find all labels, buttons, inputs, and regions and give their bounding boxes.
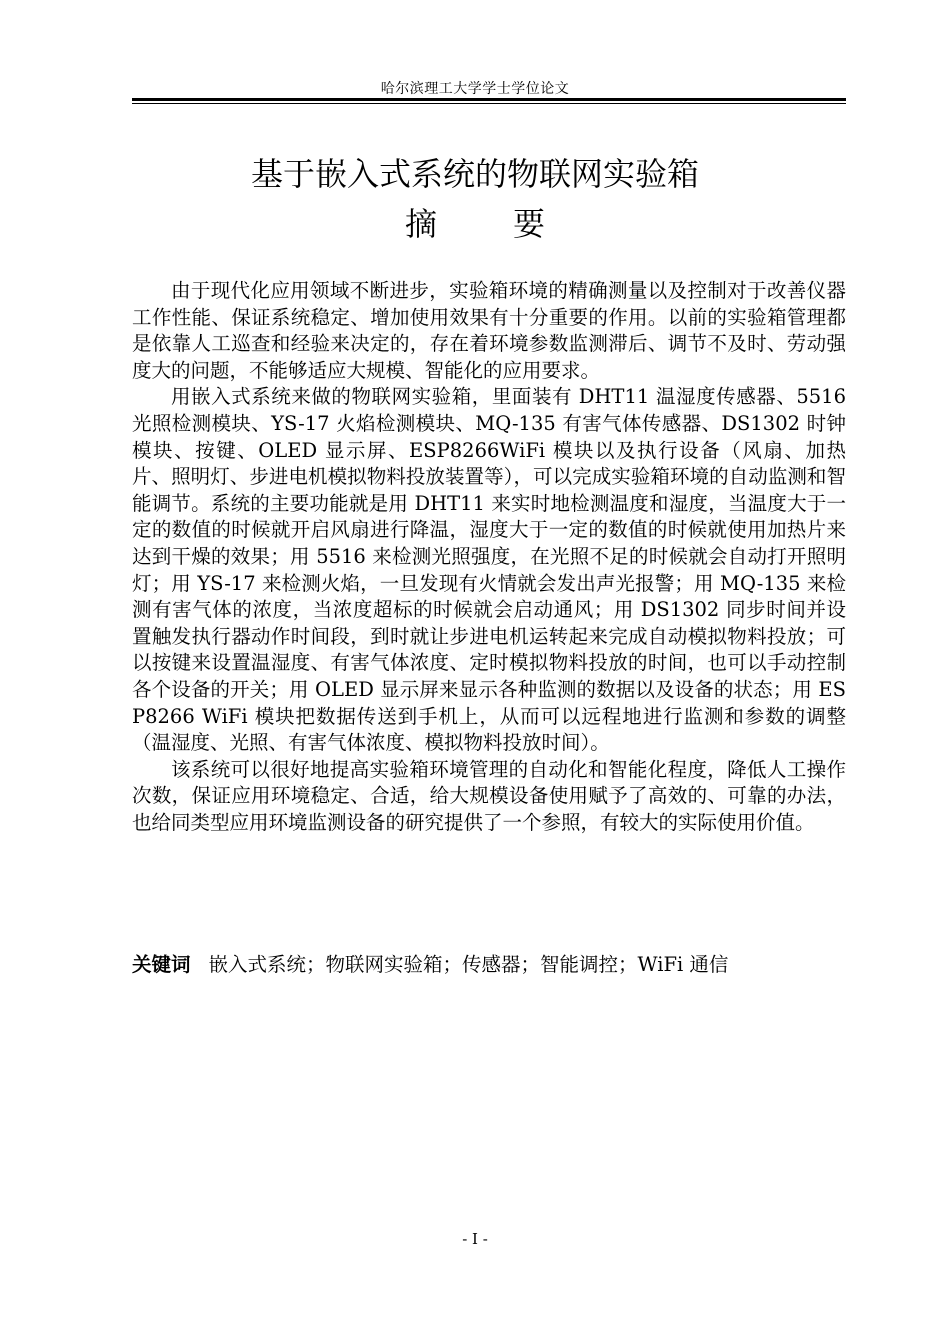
abstract-heading bbox=[0, 202, 950, 246]
header-rule-thick bbox=[132, 98, 846, 101]
header-rule-thin bbox=[132, 103, 846, 104]
document-title: 基于嵌入式系统的物联网实验箱 bbox=[250, 155, 699, 193]
abstract-paragraph-1: 由于现代化应用领域不断进步，实验箱环境的精确测量以及控制对于改善仪器工作性能、保证系统稳定、增加使用效果有十分重要的作用。以前的实验箱管理都是依靠人工巡查和经验来决定的，存在着环境参数监测滞后、调节不及时、劳动强度大的问题，不能够适应大规模、智能化的应用要求。 bbox=[132, 279, 846, 382]
abstract-paragraph-3: 该系统可以很好地提高实验箱环境管理的自动化和智能化程度，降低人工操作次数，保证应用环境稳定、合适，给大规模设备使用赋予了高效的、可靠的办法，也给同类型应用环境监测设备的研究提供了一个参照，有较大的实际使用价值。 bbox=[132, 757, 846, 834]
abstract-heading-char-1: 摘 bbox=[404, 205, 437, 243]
running-header: 哈尔滨理工大学学士学位论文 bbox=[380, 81, 570, 97]
keywords-line bbox=[132, 952, 846, 978]
page-number: - I - bbox=[462, 1230, 488, 1248]
abstract-heading-char-2: 要 bbox=[513, 205, 546, 243]
keywords-text: 嵌入式系统；物联网实验箱；传感器；智能调控；WiFi 通信 bbox=[208, 953, 729, 976]
keywords-label: 关键词 bbox=[132, 953, 191, 976]
abstract-body bbox=[132, 278, 846, 836]
abstract-paragraph-2: 用嵌入式系统来做的物联网实验箱，里面装有 DHT11 温湿度传感器、5516 光照检测模块、YS-17 火焰检测模块、MQ-135 有害气体传感器、DS1302 时钟模块、按键、OLED 显示屏、ESP8266WiFi 模块以及执行设备（风扇、加热片、照明灯、步进电机模拟物料投放装置等），可以完成实验箱环境的自动监测和智能调节。系统的主要功能就是用 DHT11 来实时地检测温度和湿度，当温度大于一定的数值的时候就开启风扇进行降温，湿度大于一定的数值的时候就使用加热片来达到干燥的效果；用 5516 来检测光照强度，在光照不足的时候就会自动打开照明灯；用 YS-17 来检测火焰，一旦发现有火情就会发出声光报警；用 MQ-135 来检测有害气体的浓度，当浓度超标的时候就会启动通风；用 DS1302 同步时间并设置触发执行器动作时间段，到时就让步进电机运转起来完成自动模拟物料投放；可以按键来设置温湿度、有害气体浓度、定时模拟物料投放的时间，也可以手动控制各个设备的开关；用 OLED 显示屏来显示各种监测的数据以及设备的状态；用 ESP8266 WiFi 模块把数据传送到手机上，从而可以远程地进行监测和参数的调整（温湿度、光照、有害气体浓度、模拟物料投放时间）。 bbox=[132, 385, 846, 755]
